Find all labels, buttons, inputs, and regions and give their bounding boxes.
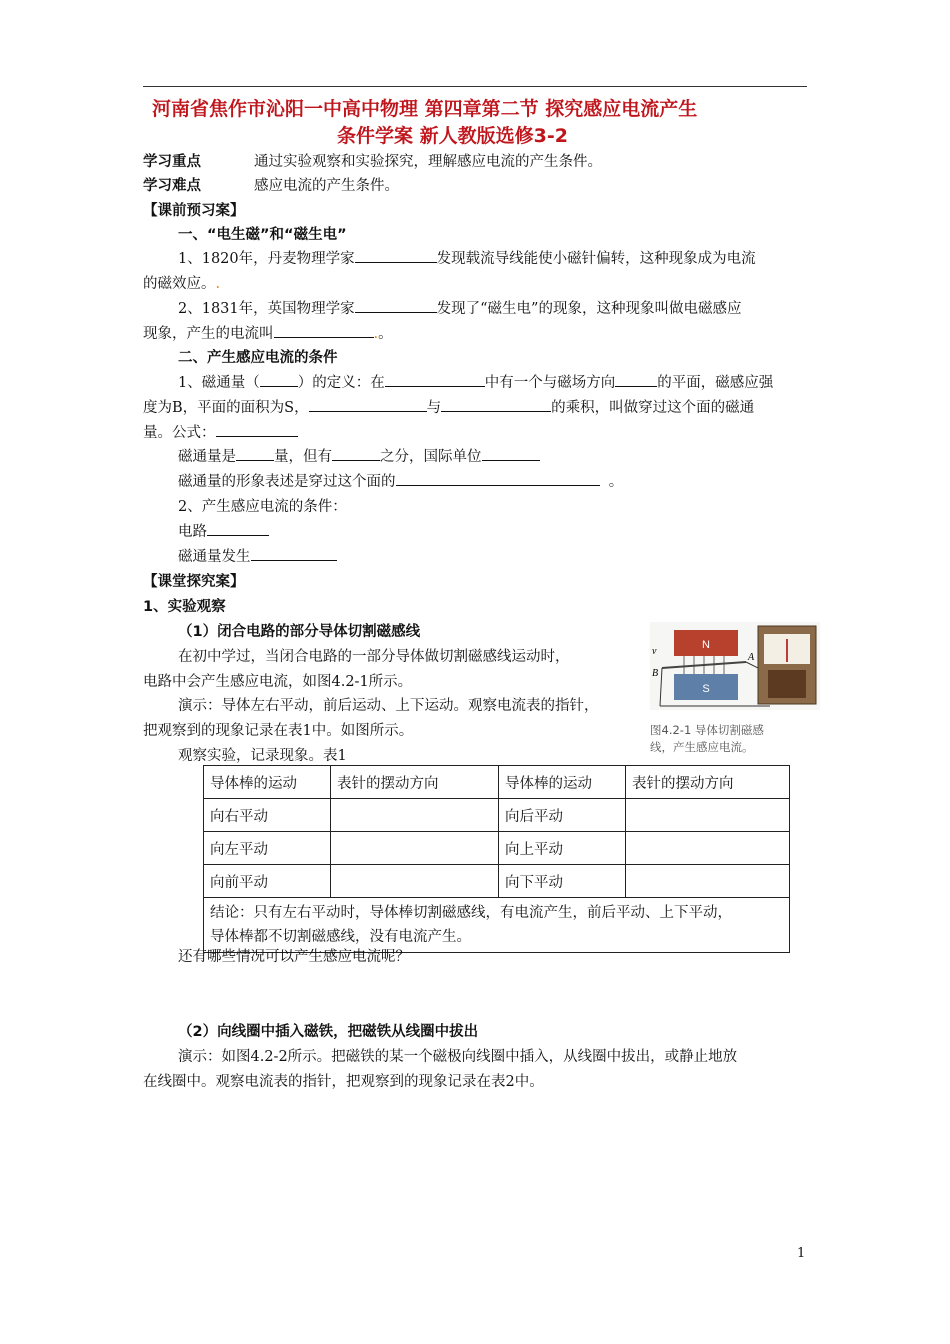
conductor-cutting-figure <box>650 622 820 710</box>
table-answer-cell[interactable] <box>626 799 790 832</box>
page-title-line-2: 条件学案 新人教版选修3-2 <box>337 125 568 147</box>
product-blank-1[interactable] <box>309 396 427 412</box>
para-3: 演示：导体左右平动，前后运动、上下运动。观察电流表的指针， <box>178 698 599 714</box>
experiment-heading: 1、实验观察 <box>143 599 226 615</box>
table-cell: 向右平动 <box>204 799 331 832</box>
q2-line: 2、1831年，英国物理学家 发现了“磁生电”的现象，这种现象叫做电磁感应 <box>178 297 741 318</box>
field-lines-blank[interactable] <box>396 470 600 486</box>
q1-line: 1、1820年，丹麦物理学家 发现载流导线能使小磁针偏转，这种现象成为电流 <box>178 247 756 268</box>
condition-flux: 磁通量发生 <box>178 545 337 566</box>
para-4: 把观察到的现象记录在表1中。如图所示。 <box>143 723 414 739</box>
page-title-line-1: 河南省焦作市沁阳一中高中物理 第四章第二节 探究感应电流产生 <box>152 98 698 120</box>
table-answer-cell[interactable] <box>626 832 790 865</box>
flux-symbol-blank[interactable] <box>260 371 298 387</box>
observation-table <box>203 765 790 953</box>
flux-change-blank[interactable] <box>251 545 337 561</box>
table-cell: 向前平动 <box>204 865 331 898</box>
page-number: 1 <box>797 1246 806 1261</box>
galvanometer-coil <box>768 670 806 698</box>
table-answer-cell[interactable] <box>331 865 499 898</box>
table-header-row <box>204 766 790 799</box>
section-1-heading: 一、“电生磁”和“磁生电” <box>178 227 347 243</box>
q1-line-2: 的磁效应。. <box>143 276 221 292</box>
sign-blank[interactable] <box>332 445 380 461</box>
table-header-cell: 导体棒的运动 <box>204 766 331 799</box>
flux-def-line-2: 度为B，平面的面积为S， 与 的乘积，叫做穿过这个面的磁通 <box>143 396 754 417</box>
flux-def-line-1: 1、磁通量（ ）的定义：在 中有一个与磁场方向 的平面，磁感应强 <box>178 371 773 392</box>
product-blank-2[interactable] <box>441 396 551 412</box>
para-5: 观察实验，记录现象。表1 <box>178 748 347 764</box>
focus-label: 学习重点 <box>143 154 201 170</box>
table-cell: 向上平动 <box>499 832 626 865</box>
table-row <box>204 865 790 898</box>
table-row <box>204 832 790 865</box>
subsection-2-heading: （2）向线圈中插入磁铁，把磁铁从线圈中拔出 <box>178 1024 479 1040</box>
table-conclusion: 结论：只有左右平动时，导体棒切割磁感线，有电流产生，前后平动、上下平动， 导体棒都不切割磁感线，没有电流产生。 <box>204 898 790 953</box>
table-row <box>204 799 790 832</box>
flux-def-line-3: 量。公式： <box>143 421 298 442</box>
table-header-cell: 表针的摆动方向 <box>331 766 499 799</box>
unit-blank[interactable] <box>482 445 540 461</box>
focus-text: 通过实验观察和实验探究，理解感应电流的产生条件。 <box>254 154 602 170</box>
circuit-blank[interactable] <box>207 520 269 536</box>
condition-heading: 2、产生感应电流的条件： <box>178 499 347 515</box>
classroom-heading: 【课堂探究案】 <box>143 574 245 590</box>
condition-circuit: 电路 <box>178 520 269 541</box>
field-blank[interactable] <box>385 371 485 387</box>
figure-caption: 图4.2-1 导体切割磁感 线，产生感应电流。 <box>650 723 764 754</box>
scalar-blank[interactable] <box>236 445 274 461</box>
para-6: 演示：如图4.2-2所示。把磁铁的某一个磁极向线圈中插入，从线圈中拔出，或静止地放 <box>178 1049 738 1065</box>
flux-image-line: 磁通量的形象表述是穿过这个面的 。 <box>178 470 623 491</box>
label-s: S <box>702 683 710 695</box>
label-v: v <box>652 646 657 657</box>
label-a: A <box>748 652 755 663</box>
table-answer-cell[interactable] <box>626 865 790 898</box>
section-2-heading: 二、产生感应电流的条件 <box>178 350 338 366</box>
q2-blank[interactable] <box>355 297 437 313</box>
table-answer-cell[interactable] <box>331 832 499 865</box>
label-b: B <box>652 668 659 679</box>
q1-blank[interactable] <box>355 247 437 263</box>
subsection-1-heading: （1）闭合电路的部分导体切割磁感线 <box>178 624 421 640</box>
table-cell: 向下平动 <box>499 865 626 898</box>
para-7: 在线圈中。观察电流表的指针，把观察到的现象记录在表2中。 <box>143 1074 544 1090</box>
table-cell: 向后平动 <box>499 799 626 832</box>
q2-blank-2[interactable] <box>274 322 374 338</box>
flux-scalar-line: 磁通量是 量，但有 之分，国际单位 <box>178 445 540 466</box>
table-answer-cell[interactable] <box>331 799 499 832</box>
formula-blank[interactable] <box>216 421 298 437</box>
top-rule <box>143 86 807 87</box>
difficulty-text: 感应电流的产生条件。 <box>254 178 399 194</box>
table-cell: 向左平动 <box>204 832 331 865</box>
direction-blank[interactable] <box>615 371 657 387</box>
table-header-cell: 导体棒的运动 <box>499 766 626 799</box>
q2-line-2: 现象，产生的电流叫 .。 <box>143 322 393 343</box>
para-2: 电路中会产生感应电流，如图4.2-1所示。 <box>143 674 413 690</box>
question-text: 还有哪些情况可以产生感应电流呢？ <box>178 949 410 965</box>
preview-heading: 【课前预习案】 <box>143 203 245 219</box>
para-1: 在初中学过，当闭合电路的一部分导体做切割磁感线运动时， <box>178 649 570 665</box>
label-n: N <box>702 639 710 651</box>
table-header-cell: 表针的摆动方向 <box>626 766 790 799</box>
difficulty-label: 学习难点 <box>143 178 201 194</box>
